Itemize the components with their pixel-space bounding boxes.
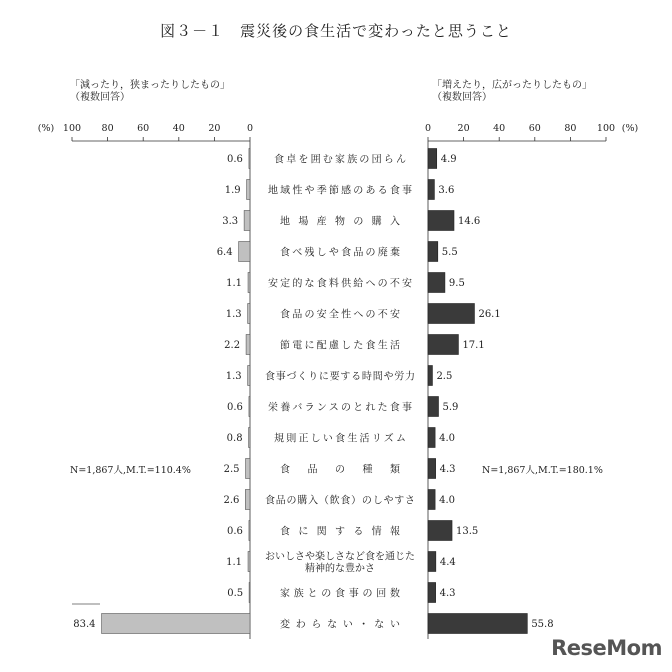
category-label-line: 変わらない・ない <box>280 619 400 631</box>
left-bar <box>249 521 250 541</box>
category-label <box>265 550 415 575</box>
right-bar-value: 4.0 <box>439 495 456 506</box>
right-bar-value: 3.6 <box>438 185 455 196</box>
right-bar-value: 14.6 <box>457 216 481 227</box>
left-bar-value: 2.5 <box>223 464 240 475</box>
left-tick-label: 100 <box>62 123 82 134</box>
left-series-label: 「減ったり，狭まったりしたもの」 （複数回答） <box>70 80 230 103</box>
left-bar <box>102 614 250 634</box>
category-label-line: 規則正しい食生活リズム <box>274 433 406 445</box>
right-bar-value: 2.5 <box>436 371 453 382</box>
right-bar <box>428 521 452 541</box>
right-bar <box>428 552 436 572</box>
right-bar <box>428 397 439 417</box>
right-tick-label: 80 <box>564 123 577 134</box>
right-bar-value: 9.5 <box>448 278 465 289</box>
right-unit-label: (%) <box>621 123 639 134</box>
right-bar-value: 5.5 <box>441 247 458 258</box>
left-bar-value: 0.6 <box>227 526 243 537</box>
left-bar-value: 2.2 <box>224 340 241 351</box>
category-label <box>274 432 406 445</box>
left-bar-value: 3.3 <box>222 216 239 227</box>
category-label <box>265 370 415 383</box>
right-bar <box>428 149 437 169</box>
category-label-line: 家族との食事の回数 <box>280 588 400 600</box>
category-label-line: 食事づくりに要する時間や労力 <box>265 371 415 383</box>
category-label-line: おいしさや楽しさなど食を通じた <box>265 551 415 563</box>
left-bar-value: 0.5 <box>227 588 244 599</box>
category-label <box>280 587 400 600</box>
right-bar <box>428 304 474 324</box>
left-tick-label: 40 <box>172 123 185 134</box>
left-unit-label: (%) <box>37 123 55 134</box>
right-bar <box>428 242 438 262</box>
left-bar-value: 6.4 <box>216 247 233 258</box>
left-bar <box>248 273 250 293</box>
left-bar <box>244 211 250 231</box>
category-label-line: 精神的な豊かさ <box>305 563 375 575</box>
left-bar-value: 1.1 <box>226 557 243 568</box>
left-bar-value: 1.3 <box>225 309 242 320</box>
left-bar <box>245 490 250 510</box>
right-tick-label: 0 <box>424 123 432 134</box>
left-bar <box>246 335 250 355</box>
right-bar-value: 17.1 <box>462 340 485 351</box>
right-bar <box>428 459 436 479</box>
left-bar <box>246 459 250 479</box>
right-bar-value: 5.9 <box>442 402 459 413</box>
category-label-line: 地場産物の購入 <box>280 216 400 228</box>
left-bar <box>239 242 250 262</box>
left-bar-value: 0.6 <box>227 154 243 165</box>
right-bar <box>428 273 445 293</box>
right-tick-label: 20 <box>457 123 470 134</box>
category-label <box>280 618 400 631</box>
category-label-line: 栄養バランスのとれた食事 <box>268 402 412 414</box>
right-tick-label: 100 <box>596 123 616 134</box>
right-series-label: 「増えたり，広がったりしたもの」 （複数回答） <box>432 80 592 103</box>
right-sample-note: N=1,867人,M.T.=180.1% <box>482 465 603 476</box>
category-label-line: 食品の種類 <box>280 464 400 476</box>
resemom-logo: ReseMom <box>551 636 662 660</box>
left-bar-value: 0.8 <box>226 433 243 444</box>
left-bar <box>249 149 250 169</box>
right-bar <box>428 366 432 386</box>
right-bar-value: 4.4 <box>439 557 456 568</box>
right-tick-label: 40 <box>493 123 506 134</box>
category-label <box>280 246 400 259</box>
category-label-line: 食品の安全性への不安 <box>280 309 400 321</box>
left-bar-value: 1.1 <box>226 278 243 289</box>
category-label <box>268 277 412 290</box>
category-label <box>280 463 400 476</box>
left-bar <box>248 366 250 386</box>
left-sample-note: N=1,867人,M.T.=110.4% <box>70 465 191 476</box>
right-bar <box>428 180 434 200</box>
left-tick-label: 20 <box>208 123 221 134</box>
left-bar <box>248 552 250 572</box>
left-bar <box>248 304 250 324</box>
right-bar <box>428 614 527 634</box>
right-bar-value: 4.3 <box>439 464 456 475</box>
category-label-line: 食卓を囲む家族の団らん <box>274 154 406 166</box>
left-tick-label: 80 <box>101 123 114 134</box>
left-bar <box>249 583 250 603</box>
chart-title: 図３－１ 震災後の食生活で変わったと思うこと <box>160 22 512 40</box>
category-label-line: 安定的な食料供給への不安 <box>268 278 412 290</box>
category-label <box>280 525 400 538</box>
right-bar <box>428 335 458 355</box>
category-label <box>280 339 400 352</box>
right-bar-value: 13.5 <box>456 526 479 537</box>
category-label-line: 食に関する情報 <box>280 526 400 538</box>
left-bar <box>249 397 250 417</box>
category-label <box>265 494 415 507</box>
left-bar <box>247 180 250 200</box>
category-label <box>280 215 400 228</box>
category-label <box>274 153 406 166</box>
left-tick-label: 60 <box>137 123 150 134</box>
left-bar-value: 0.6 <box>227 402 243 413</box>
right-bar-value: 4.9 <box>440 154 457 165</box>
right-bar-value: 55.8 <box>531 619 554 630</box>
category-label-line: 節電に配慮した食生活 <box>280 340 400 352</box>
left-bar-value: 1.3 <box>225 371 242 382</box>
category-label-line: 食品の購入（飲食）のしやすさ <box>265 495 415 507</box>
left-tick-label: 0 <box>246 123 254 134</box>
category-label <box>280 308 400 321</box>
right-bar <box>428 583 436 603</box>
category-label <box>268 401 412 414</box>
left-bar-value: 2.6 <box>223 495 240 506</box>
left-bar <box>249 428 250 448</box>
right-bar <box>428 428 435 448</box>
right-bar-value: 4.3 <box>439 588 456 599</box>
category-label <box>268 184 412 197</box>
right-bar <box>428 490 435 510</box>
left-bar-value: 1.9 <box>224 185 241 196</box>
left-bar-value: 83.4 <box>73 619 96 630</box>
right-bar-value: 26.1 <box>478 309 501 320</box>
category-label-line: 地域性や季節感のある食事 <box>268 185 412 197</box>
right-tick-label: 60 <box>528 123 541 134</box>
category-label-line: 食べ残しや食品の廃棄 <box>280 247 400 259</box>
right-bar-value: 4.0 <box>439 433 456 444</box>
right-bar <box>428 211 454 231</box>
